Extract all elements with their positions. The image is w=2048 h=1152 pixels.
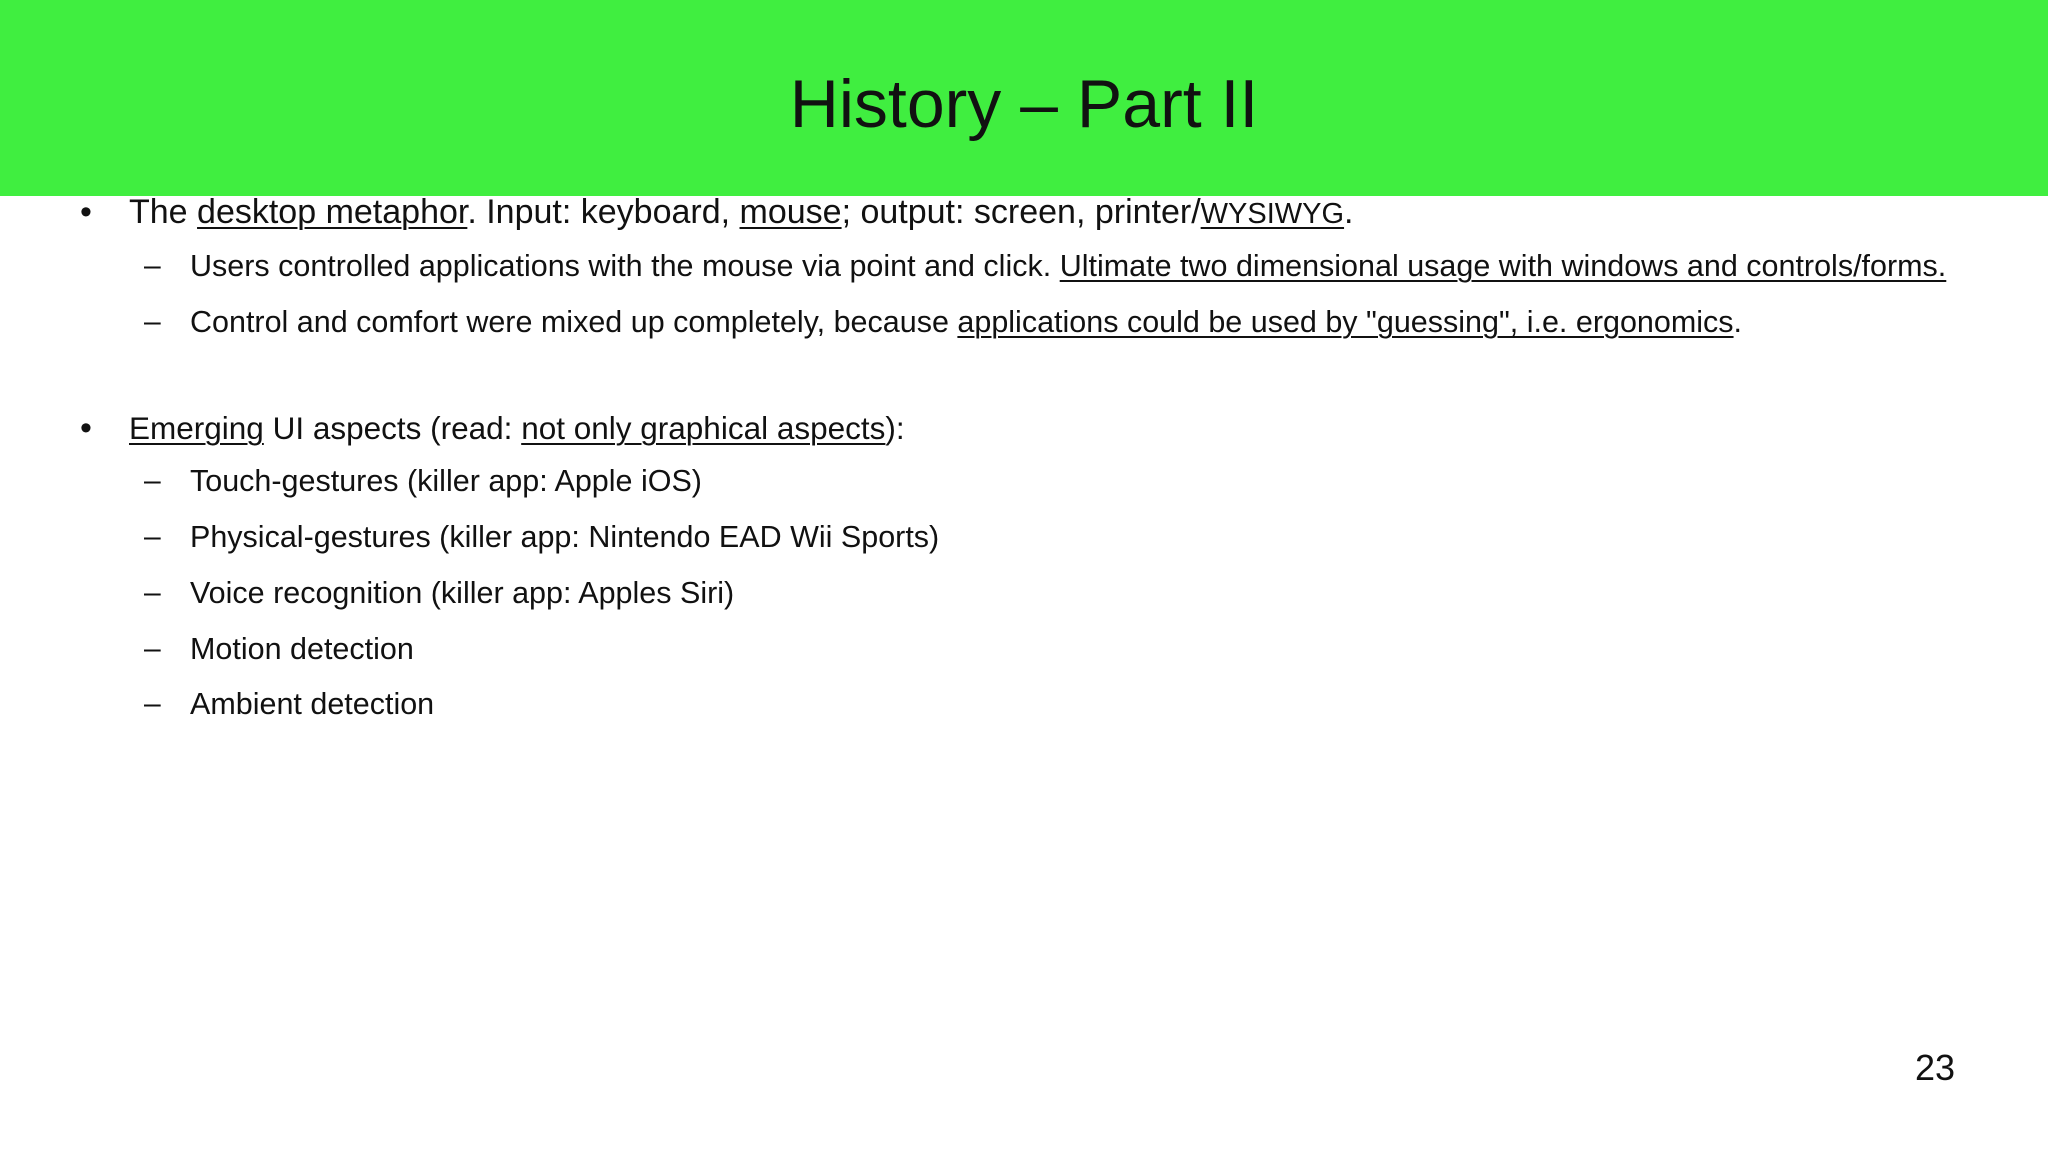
sub-bullet-marker: –	[144, 576, 161, 609]
link-emerging[interactable]: Emerging	[129, 410, 264, 446]
sub-item-touch-gestures: Touch-gestures (killer app: Apple iOS)	[190, 464, 702, 498]
bullet-item-emerging-ui	[129, 408, 905, 448]
bullet-marker: •	[80, 193, 92, 231]
sub-item-motion-detection: Motion detection	[190, 632, 414, 666]
text-segment: The	[129, 193, 198, 231]
sub-bullet-marker: –	[144, 249, 161, 282]
sub-bullet-marker: –	[144, 687, 161, 720]
text-segment: .	[1344, 193, 1354, 231]
link-guessing-ergonomics[interactable]: applications could be used by "guessing", i.e. ergonomics	[957, 305, 1734, 339]
bullet-marker: •	[80, 409, 92, 447]
text-segment: Control and comfort were mixed up completely, because	[190, 305, 958, 339]
text-segment: . Input: keyboard,	[467, 193, 740, 231]
text-segment: Users controlled applications with the mouse via point and click.	[190, 249, 1060, 283]
page-number: 23	[1914, 1047, 1956, 1088]
text-segment: ; output: screen, printer/	[841, 193, 1201, 231]
link-ultimate-two-dimensional-usage[interactable]: Ultimate two dimensional usage with windows and controls/forms.	[1059, 249, 1947, 283]
sub-item-point-and-click	[190, 248, 1946, 284]
sub-bullet-marker: –	[144, 464, 161, 497]
sub-item-ambient-detection: Ambient detection	[190, 687, 435, 721]
sub-bullet-marker: –	[144, 305, 161, 338]
link-wysiwyg[interactable]: WYSIWYG	[1200, 198, 1345, 230]
sub-item-physical-gestures: Physical-gestures (killer app: Nintendo EAD Wii Sports)	[190, 520, 940, 554]
text-segment: .	[1733, 305, 1743, 339]
link-not-only-graphical-aspects[interactable]: not only graphical aspects	[521, 410, 886, 446]
text-segment: ):	[885, 410, 905, 446]
bullet-item-desktop-metaphor	[129, 192, 1354, 234]
link-desktop-metaphor[interactable]: desktop metaphor	[197, 193, 468, 231]
text-segment: UI aspects (read:	[263, 410, 522, 446]
sub-item-voice-recognition: Voice recognition (killer app: Apples Siri)	[190, 576, 735, 610]
slide-title: History – Part II	[789, 66, 1259, 142]
link-mouse[interactable]: mouse	[739, 193, 842, 231]
sub-bullet-marker: –	[144, 632, 161, 665]
sub-bullet-marker: –	[144, 520, 161, 553]
sub-item-control-and-comfort	[190, 304, 1742, 340]
